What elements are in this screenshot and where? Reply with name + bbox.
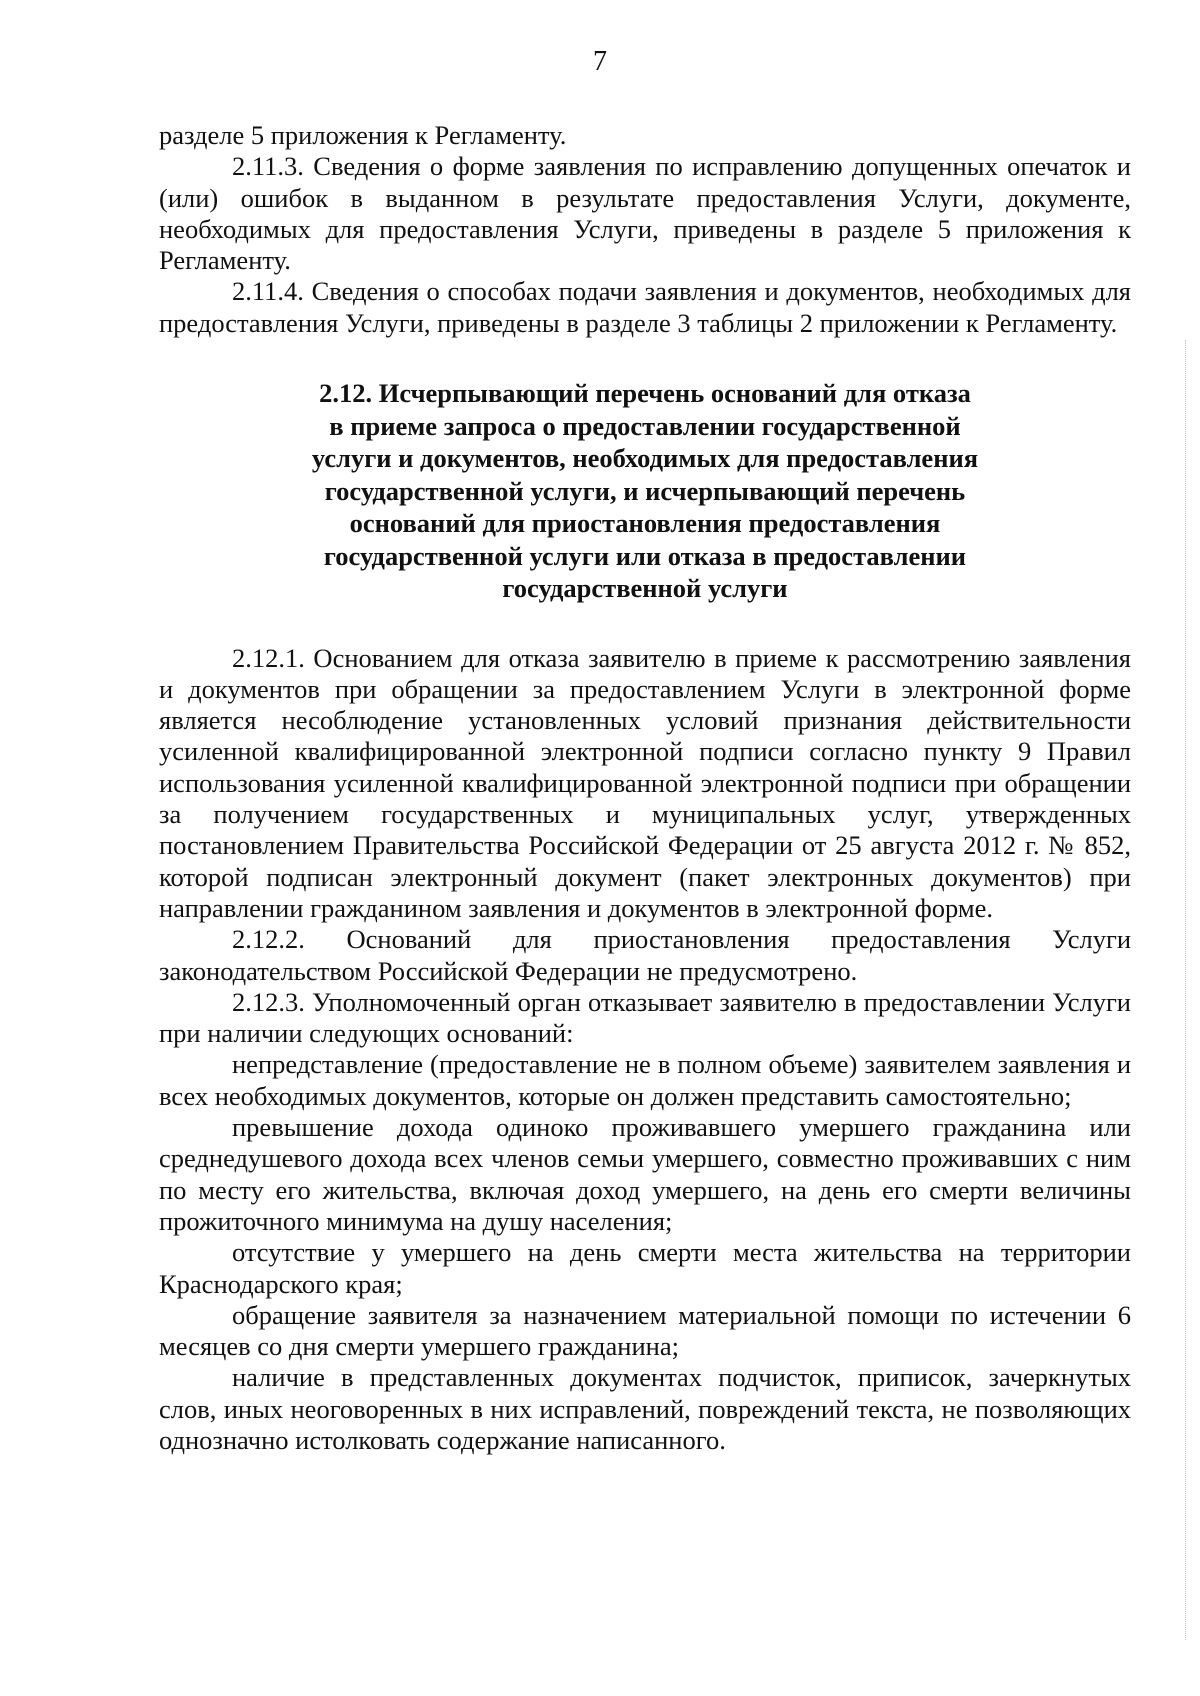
refusal-ground-item: превышение дохода одиноко проживавшего умершего гражданина или среднедушевого дохода всех членов семьи умершего, совместно проживавших с ним по месту его жительства, включая доход умершего, на день его смерти величины прожиточного минимума на душу населения;	[159, 1112, 1131, 1236]
refusal-ground-item: обращение заявителя за назначением материальной помощи по истечении 6 месяцев со дня смерти умершего гражданина;	[159, 1299, 1131, 1362]
section-heading-2-12	[159, 377, 1131, 605]
heading-line: услуги и документов, необходимых для предоставления	[311, 443, 979, 474]
scan-edge-artifact	[1184, 340, 1186, 1640]
heading-line: государственной услуги	[502, 573, 788, 604]
paragraph-2-12-2: 2.12.2. Оснований для приостановления предоставления Услуги законодательством Российской Федерации не предусмотрено.	[159, 924, 1131, 986]
paragraph-2-11-4: 2.11.4. Сведения о способах подачи заявления и документов, необходимых для предоставления Услуги, приведены в разделе 3 таблицы 2 приложении к Регламенту.	[159, 276, 1131, 338]
heading-line: государственной услуги, и исчерпывающий перечень	[324, 475, 966, 506]
page-number: 7	[593, 46, 607, 77]
paragraph-2-12-1: 2.12.1. Основанием для отказа заявителю в приеме к рассмотрению заявления и документов при обращении за предоставлением Услуги в электронной форме является несоблюдение установленных условий признания действительности усиленной квалифицированной электронной подписи согласно пункту 9 Правил использования усиленной квалифицированной электронной подписи при обращении за получением государственных и муниципальных услуг, утвержденных постановлением Правительства Российской Федерации от 25 августа 2012 г. № 852, которой подписан электронный документ (пакет электронных документов) при направлении гражданином заявления и документов в электронной форме.	[159, 642, 1131, 923]
heading-line: оснований для приостановления предоставления	[349, 508, 941, 539]
refusal-ground-item: отсутствие у умершего на день смерти места жительства на территории Краснодарского края;	[159, 1237, 1131, 1299]
heading-line: в приеме запроса о предоставлении государственной	[329, 410, 961, 441]
heading-line: 2.12. Исчерпывающий перечень оснований для отказа	[319, 378, 971, 409]
paragraph-2-11-3: 2.11.3. Сведения о форме заявления по исправлению допущенных опечаток и (или) ошибок в выданном в результате предоставления Услуги, документе, необходимых для предоставления Услуги, приведены в разделе 5 приложения к Регламенту.	[159, 151, 1131, 276]
paragraph-2-12-3: 2.12.3. Уполномоченный орган отказывает заявителю в предоставлении Услуги при наличии следующих оснований:	[159, 986, 1131, 1049]
document-body	[159, 120, 1131, 1456]
refusal-ground-item: наличие в представленных документах подчисток, приписок, зачеркнутых слов, иных неоговоренных в них исправлений, повреждений текста, не позволяющих однозначно истолковать содержание написанного.	[159, 1362, 1131, 1455]
paragraph-continuation: разделе 5 приложения к Регламенту.	[159, 120, 567, 150]
heading-line: государственной услуги или отказа в предоставлении	[323, 540, 967, 571]
refusal-ground-item: непредставление (предоставление не в полном объеме) заявителем заявления и всех необходимых документов, которые он должен представить самостоятельно;	[159, 1049, 1131, 1111]
